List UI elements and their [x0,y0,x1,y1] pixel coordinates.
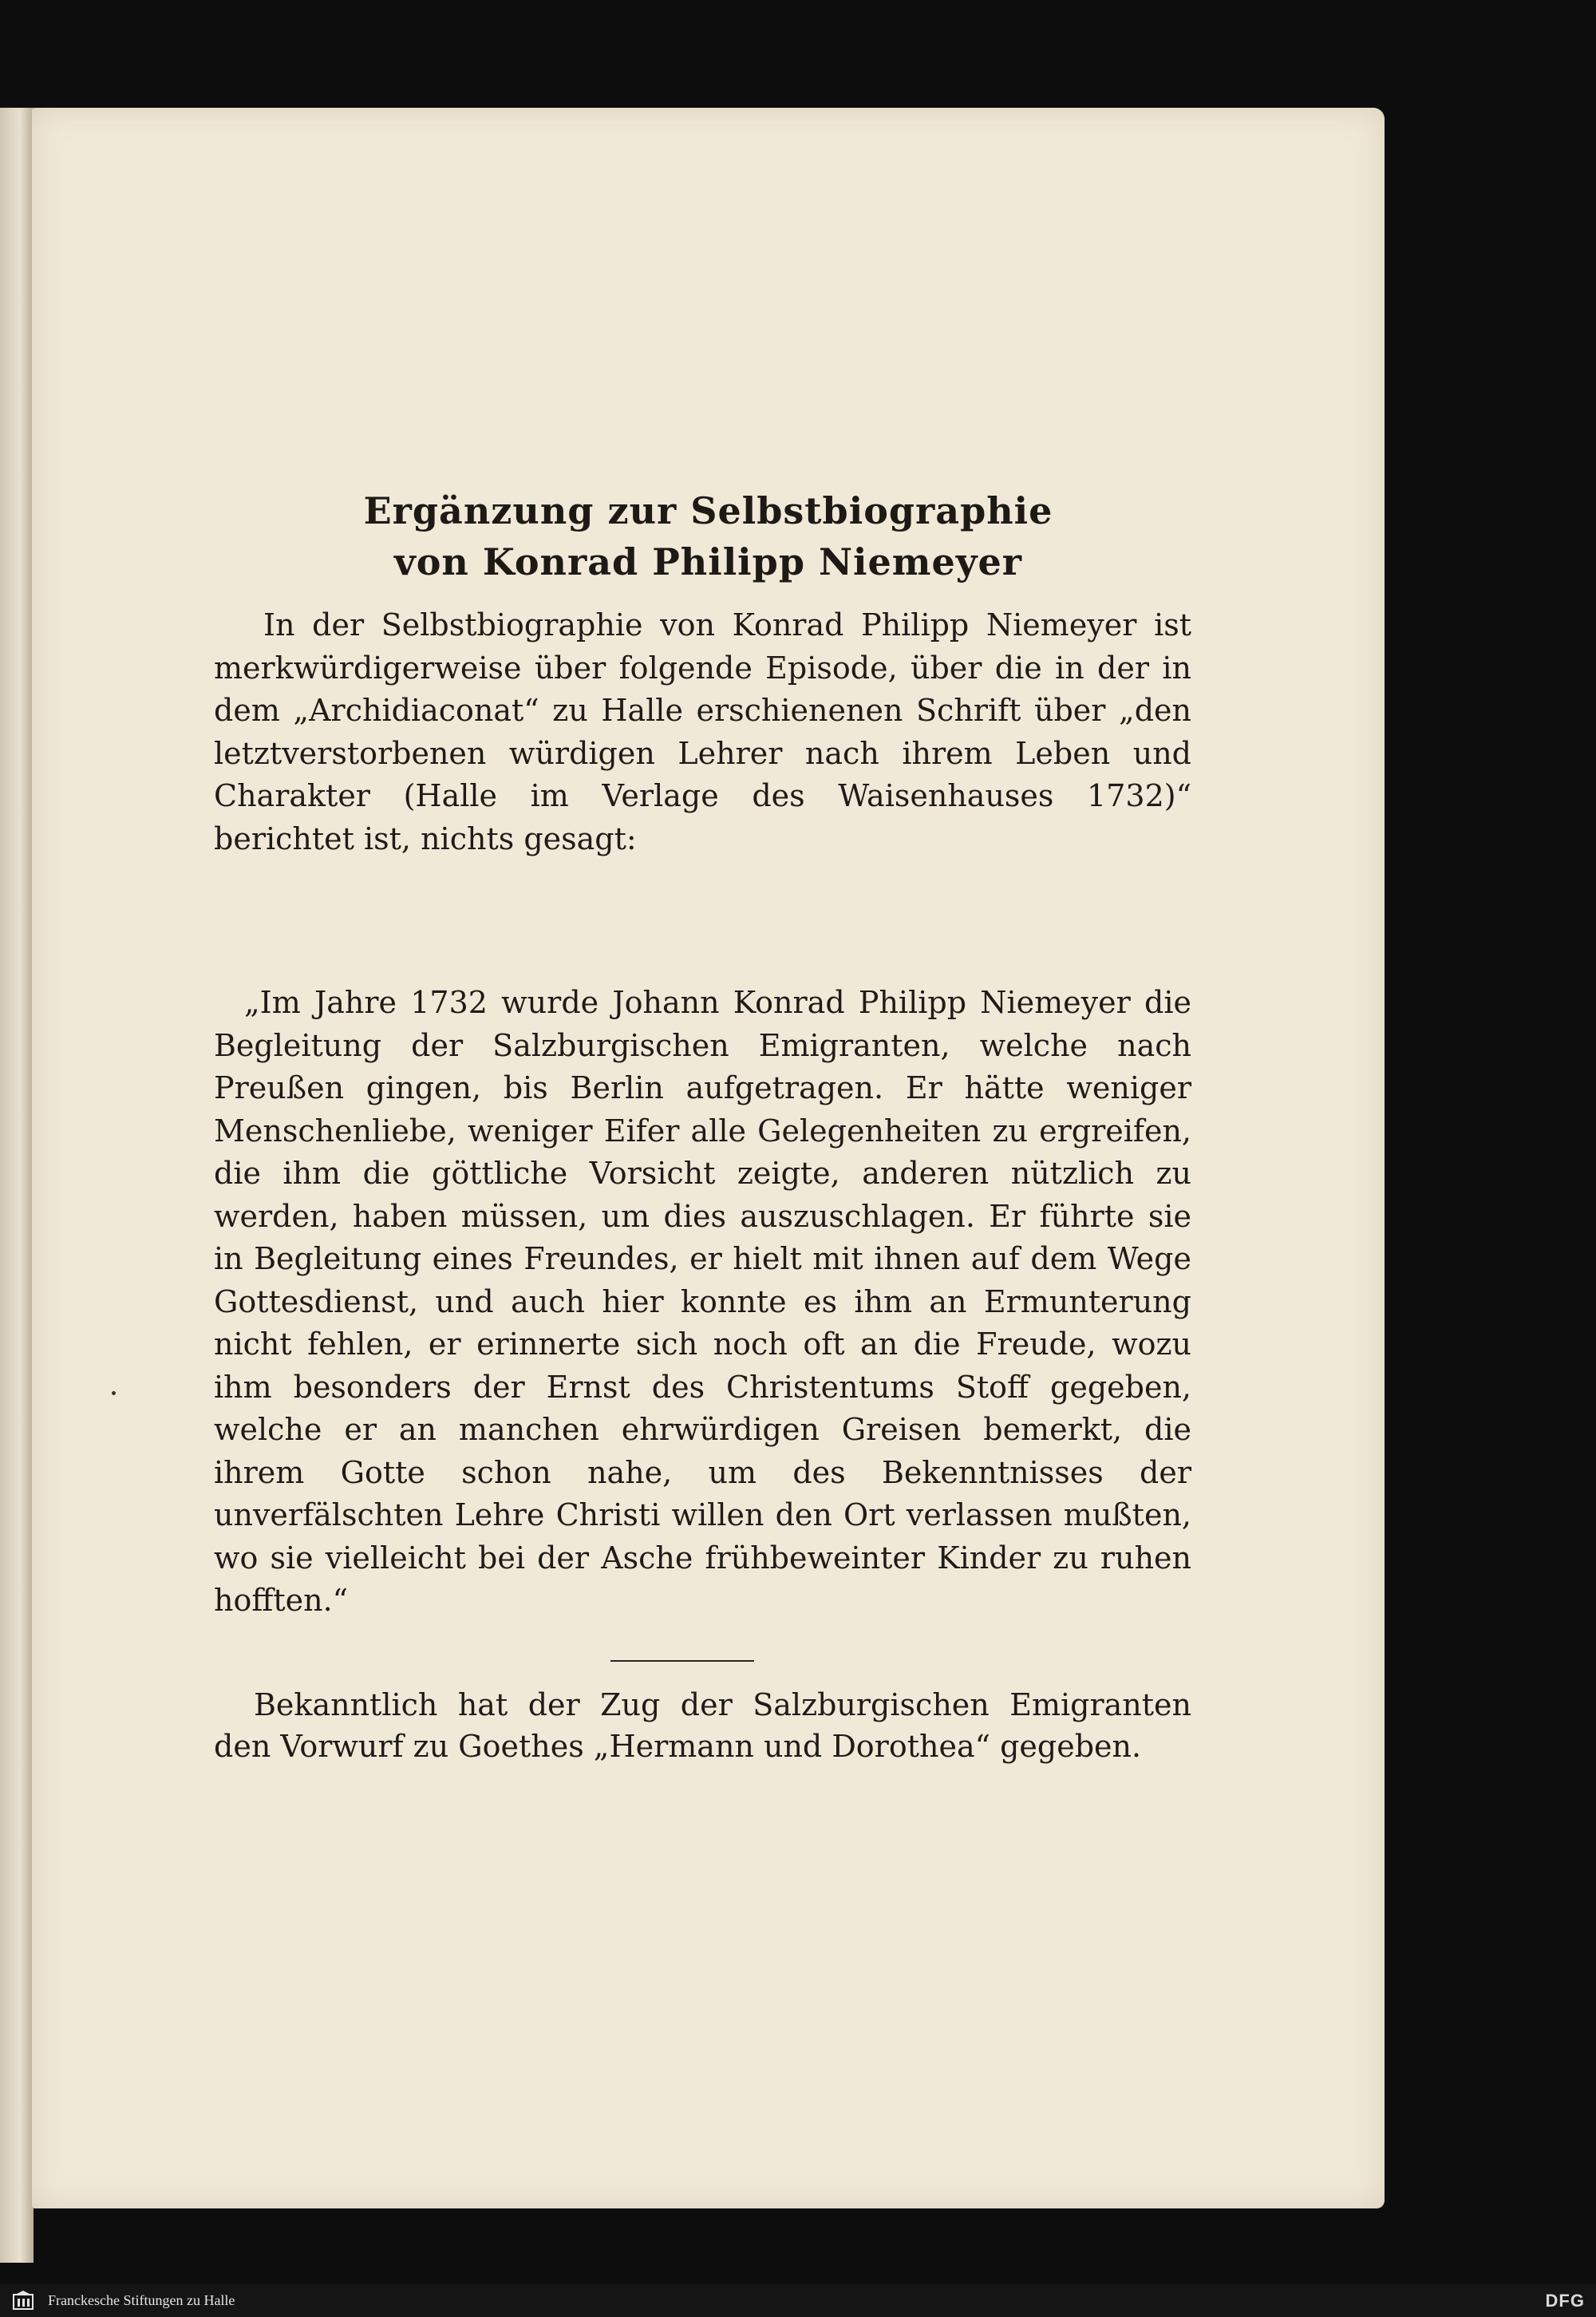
section-divider [610,1660,754,1662]
institution-name: Franckesche Stiftungen zu Halle [48,2292,235,2308]
paragraph-intro: In der Selbstbiographie von Konrad Philipp Niemeyer ist merkwürdigerweise über folgende Episode, über die in der in dem „Archidiaconat“ zu Halle erschienenen Schrift über „den letztverstorbenen würdigen Lehrer nach ihrem Leben und Charakter (Halle im Verlage des Waisenhauses 1732)“ berichtet ist, nichts gesagt: [214,607,1191,856]
previous-page-edge [0,108,34,2263]
paper-speck [112,1391,116,1395]
page-title-line-1: Ergänzung zur Selbstbiographie [363,489,1053,532]
viewer-footer-bar [0,2284,1596,2317]
page-title-line-2: von Konrad Philipp Niemeyer [394,540,1022,583]
institution-seal-icon [6,2289,40,2313]
paragraph-quotation: „Im Jahre 1732 wurde Johann Konrad Philipp Niemeyer die Begleitung der Salzburgischen Emigranten, welche nach Preußen gingen, bis Berlin aufgetragen. Er hätte weniger Menschenliebe, weniger Eifer alle Gelegenheiten zu ergreifen, die ihm die göttliche Vorsicht zeigte, anderen nützlich zu werden, haben müssen, um dies auszuschlagen. Er führte sie in Begleitung eines Freundes, er hielt mit ihnen auf dem Wege Gottesdienst, und auch hier konnte es ihm an Ermunterung nicht fehlen, er erinnerte sich noch oft an die Freude, wozu ihm besonders der Ernst des Christentums Stoff gegeben, welche er an manchen ehrwürdigen Greisen bemerkt, die ihrem Gotte schon nahe, um des Bekenntnisses der unverfälschten Lehre Christi willen den Ort verlassen mußten, wo sie vielleicht bei der Asche frühbeweinter Kinder zu ruhen hofften.“ [214,985,1191,1618]
dfg-logo: DFG [1545,2291,1585,2311]
book-page [32,108,1385,2208]
page-content [32,108,1385,2208]
paragraph-closing: Bekanntlich hat der Zug der Salzburgischen Emigranten den Vorwurf zu Goethes „Hermann und Dorothea“ gegeben. [214,1687,1191,1764]
